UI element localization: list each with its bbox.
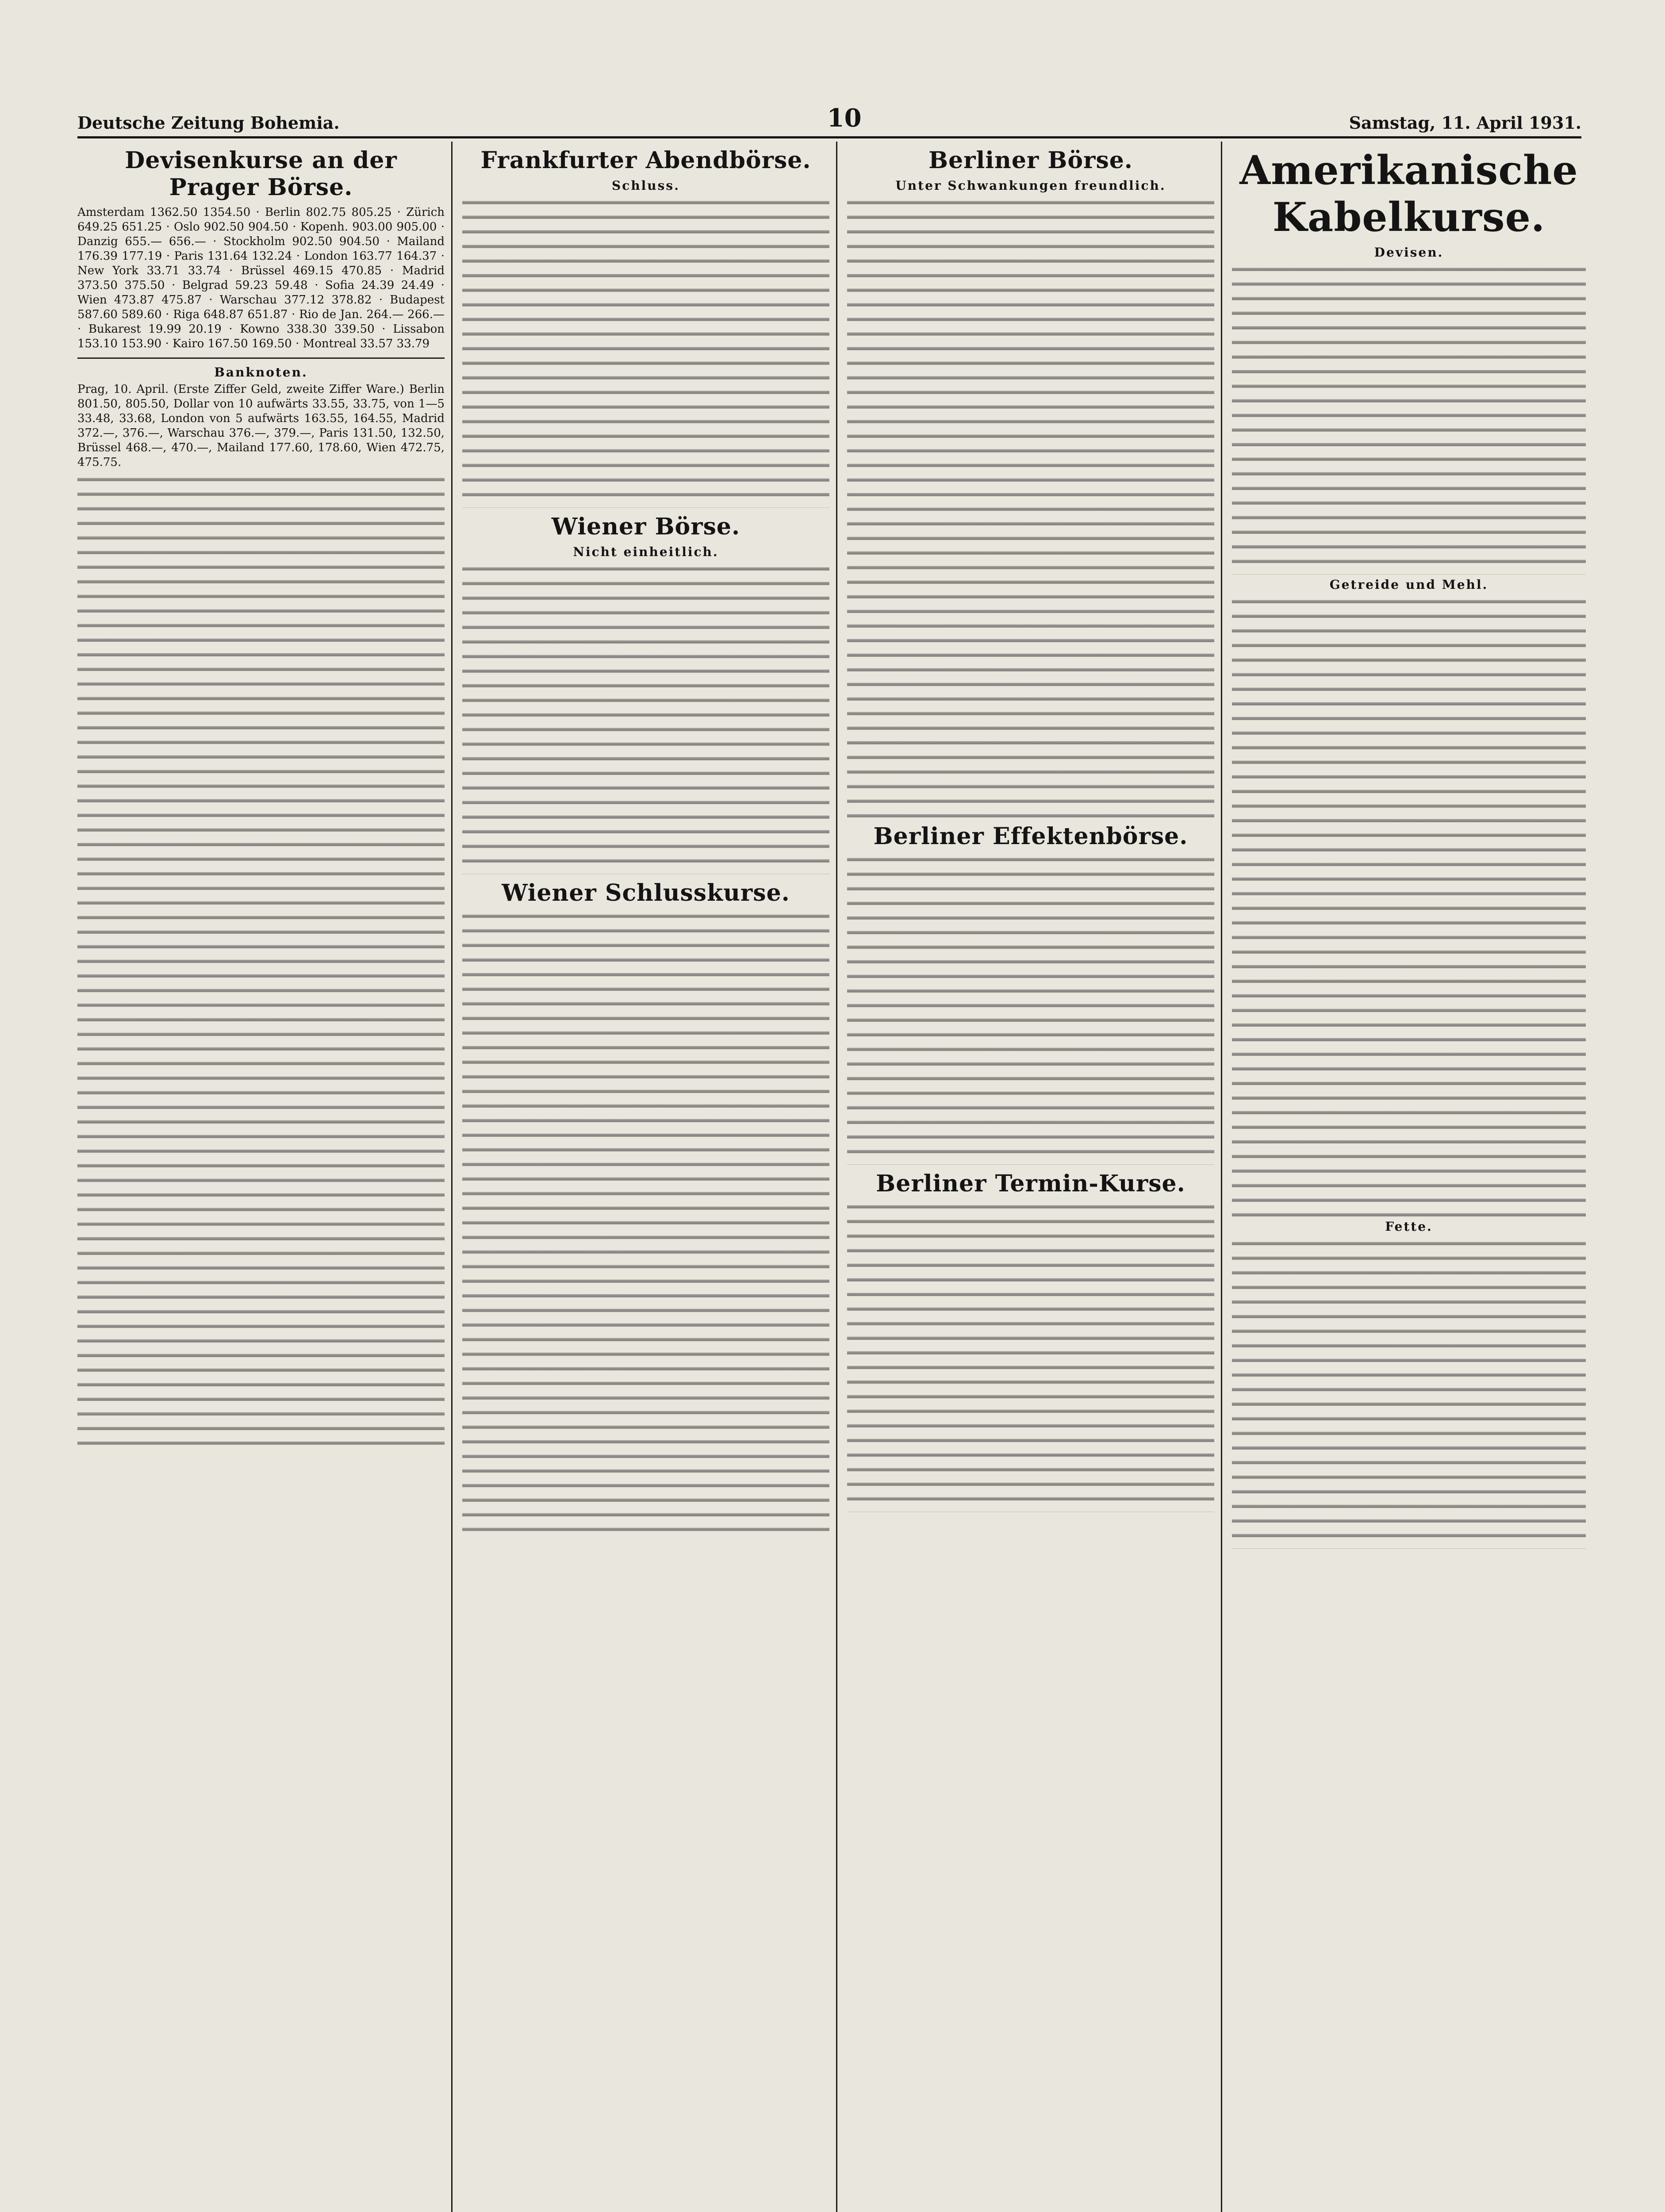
fine-print-block xyxy=(1232,265,1586,575)
masthead xyxy=(77,106,1581,138)
fine-print-block xyxy=(462,565,829,874)
section-subtitle: Unter Schwankungen freundlich. xyxy=(895,178,1166,193)
column-berlin xyxy=(847,142,1214,2212)
fine-print-block xyxy=(847,198,1214,818)
article-paragraph: Prag, 10. April. (Erste Ziffer Geld, zweite Ziffer Ware.) Berlin 801.50, 805.50, Dollar von 10 aufwärts 33.55, 33.75, von 1—5 33.48, 33.68, London von 5 aufwärts 163.55, 164.55, Madrid 372.—, 376.—, Warschau 376.—, 379.—, Paris 131.50, 132.50, Brüssel 468.—, 470.—, Mailand 177.60, 178.60, Wien 472.75, 475.75. xyxy=(77,383,445,469)
fine-print-block xyxy=(847,1202,1214,1512)
section-title: Wiener Börse. xyxy=(551,513,740,540)
column-frankfurt-wien xyxy=(462,142,829,2212)
section-subtitle: Banknoten. xyxy=(214,365,308,380)
fine-print-block xyxy=(847,855,1214,1165)
section-title: Frankfurter Abendbörse. xyxy=(480,147,811,174)
section-subtitle: Nicht einheitlich. xyxy=(573,545,719,559)
section-subtitle: Fette. xyxy=(1385,1219,1433,1234)
section-title: Berliner Effektenbörse. xyxy=(873,823,1188,850)
quotes-text: Amsterdam 1362.50 1354.50 · Berlin 802.75 805.25 · Zürich 649.25 651.25 · Oslo 902.50 904.50 · Kopenh. 903.00 905.00 · Danzig 655.— 656.— · Stockholm 902.50 904.50 · Mailand 176.39 177.19 · Paris 131.64 132.24 · London 163.77 164.37 · New York 33.71 33.74 · Brüssel 469.15 470.85 · Madrid 373.50 375.50 · Belgrad 59.23 59.48 · Sofia 24.39 24.49 · Wien 473.87 475.87 · Warschau 377.12 378.82 · Budapest 587.60 589.60 · Riga 648.87 651.87 · Rio de Jan. 264.— 266.— · Bukarest 19.99 20.19 · Kowno 338.30 339.50 · Lissabon 153.10 153.90 · Kairo 167.50 169.50 · Montreal 33.57 33.79 xyxy=(77,206,445,350)
column-divider xyxy=(1221,142,1222,2212)
issue-date: Samstag, 11. April 1931. xyxy=(1349,113,1581,133)
paper-name: Deutsche Zeitung Bohemia. xyxy=(77,113,340,133)
fine-print-block xyxy=(1232,1239,1586,1549)
fine-print-block xyxy=(77,475,445,1448)
divider xyxy=(77,357,445,359)
section-title: Devisenkurse an der Prager Börse. xyxy=(125,147,397,201)
fine-print-block xyxy=(462,198,829,508)
column-divider xyxy=(451,142,453,2212)
page-number: 10 xyxy=(827,104,862,133)
column-amerika xyxy=(1232,142,1586,2212)
column-devisenkurse xyxy=(77,142,445,2212)
column-divider xyxy=(836,142,837,2212)
section-title: Berliner Termin-Kurse. xyxy=(876,1170,1185,1197)
section-title: Berliner Börse. xyxy=(928,147,1133,174)
section-title: Wiener Schlusskurse. xyxy=(502,879,790,906)
section-subtitle: Getreide und Mehl. xyxy=(1329,577,1489,592)
fine-print-block xyxy=(1232,597,1586,1217)
section-subtitle: Schluss. xyxy=(612,178,680,193)
fine-print-block xyxy=(462,912,829,1531)
section-title: Amerikanische Kabelkurse. xyxy=(1239,147,1578,241)
section-subtitle: Devisen. xyxy=(1374,245,1444,260)
